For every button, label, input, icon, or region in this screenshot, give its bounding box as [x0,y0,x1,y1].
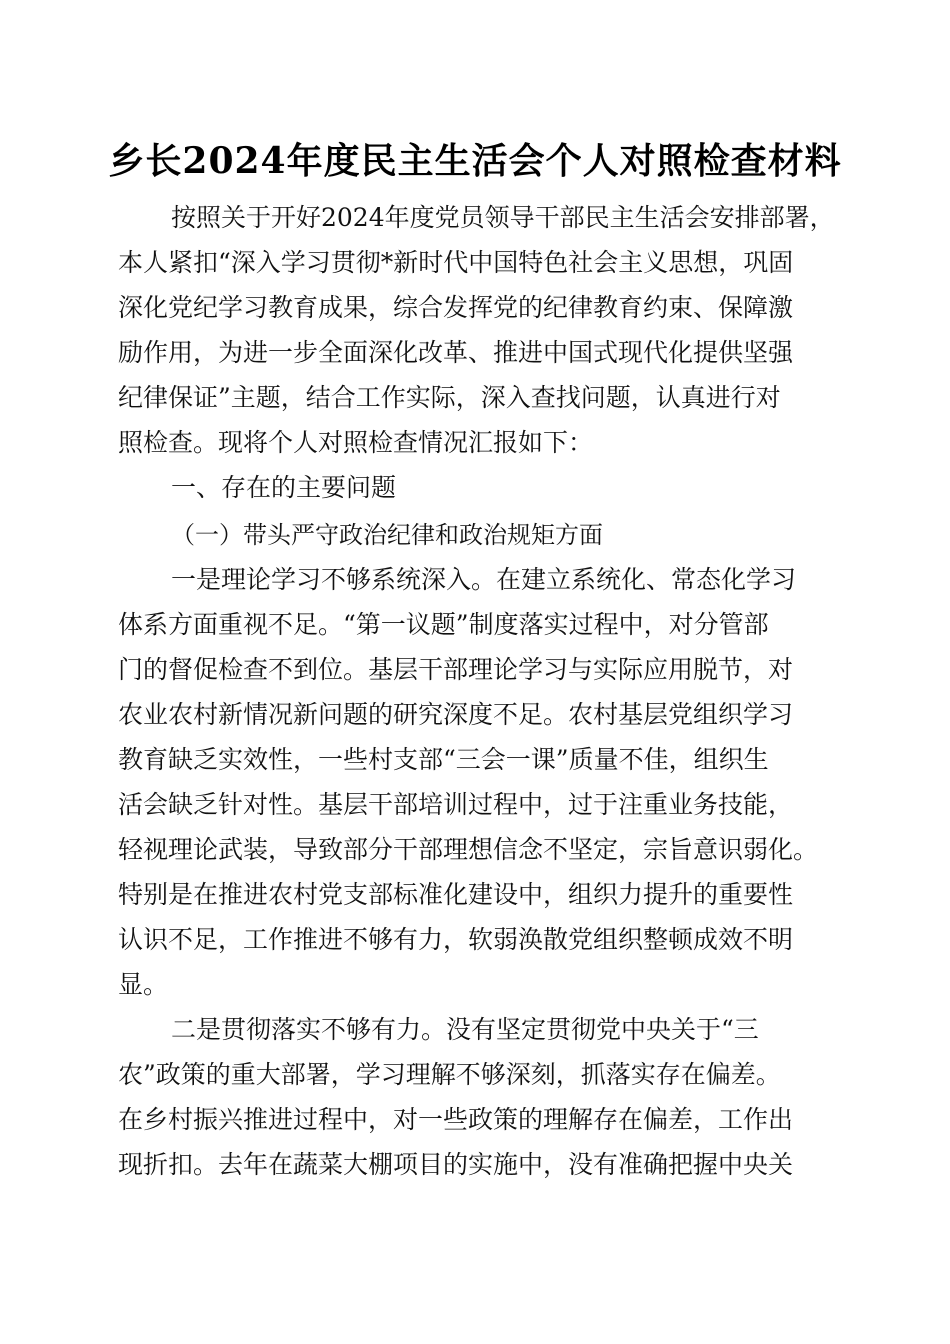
subsection-heading: （一）带头严守政治纪律和政治规矩方面 [171,521,603,549]
paragraph-line: 按照关于开好2024年度党员领导干部民主生活会安排部署， [171,203,835,232]
paragraph-line: 活会缺乏针对性。基层干部培训过程中，过于注重业务技能， [118,790,794,819]
paragraph-line: 励作用，为进一步全面深化改革、推进中国式现代化提供坚强 [118,338,794,367]
document-title: 乡长2024年度民主生活会个人对照检查材料 [108,140,842,182]
paragraph-line: 农”政策的重大部署，学习理解不够深刻，抓落实存在偏差。 [118,1060,781,1089]
paragraph-line: 一是理论学习不够系统深入。在建立系统化、常态化学习 [171,565,797,594]
paragraph-line: 显。 [118,970,169,999]
paragraph-line: 特别是在推进农村党支部标准化建设中，组织力提升的重要性 [118,880,794,909]
paragraph-line: 体系方面重视不足。“第一议题”制度落实过程中，对分管部 [118,610,769,639]
paragraph-line: 门的督促检查不到位。基层干部理论学习与实际应用脱节，对 [118,655,794,684]
paragraph-line: 轻视理论武装，导致部分干部理想信念不坚定，宗旨意识弱化。 [118,835,819,864]
paragraph-line: 本人紧扣“深入学习贯彻*新时代中国特色社会主义思想，巩固 [118,248,794,277]
paragraph-line: 照检查。现将个人对照检查情况汇报如下： [118,428,594,457]
paragraph-line: 现折扣。去年在蔬菜大棚项目的实施中，没有准确把握中央关 [118,1150,794,1179]
paragraph-line: 在乡村振兴推进过程中，对一些政策的理解存在偏差，工作出 [118,1105,794,1134]
section-heading: 一、存在的主要问题 [171,473,397,502]
paragraph-line: 教育缺乏实效性，一些村支部“三会一课”质量不佳，组织生 [118,745,769,774]
paragraph-line: 农业农村新情况新问题的研究深度不足。农村基层党组织学习 [118,700,794,729]
paragraph-line: 认识不足，工作推进不够有力，软弱涣散党组织整顿成效不明 [118,925,794,954]
paragraph-line: 二是贯彻落实不够有力。没有坚定贯彻党中央关于“三 [171,1015,759,1044]
paragraph-line: 纪律保证”主题，结合工作实际，深入查找问题，认真进行对 [118,383,781,412]
paragraph-line: 深化党纪学习教育成果，综合发挥党的纪律教育约束、保障激 [118,293,794,322]
